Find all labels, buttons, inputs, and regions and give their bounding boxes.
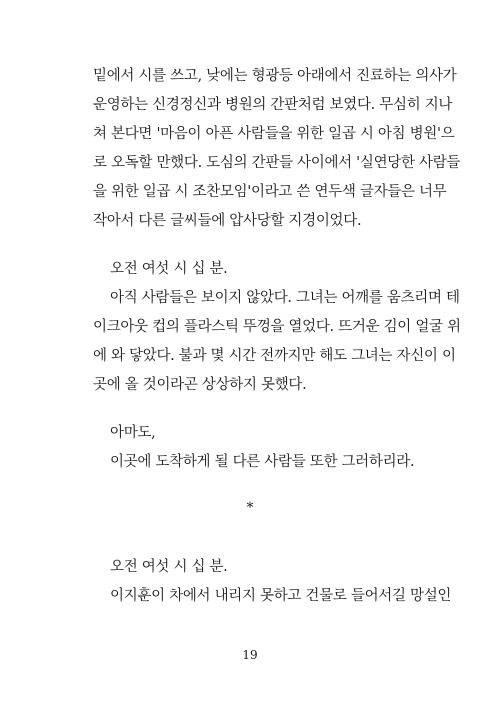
para1-line-2: 운영하는 신경정신과 병원의 간판처럼 보였다. 무심히 지나 xyxy=(93,97,453,113)
para1-line-5: 을 위한 일곱 시 조찬모임'이라고 쓴 연두색 글자들은 너무 xyxy=(93,184,447,200)
para1-line-6: 작아서 다른 글씨들에 압사당할 지경이었다. xyxy=(93,213,362,229)
para1-line-3: 쳐 본다면 '마음이 아픈 사람들을 위한 일곱 시 아침 병원'으 xyxy=(93,126,455,142)
para6-time: 오전 여섯 시 십 분. xyxy=(110,559,228,575)
para4-line: 아마도, xyxy=(110,425,156,441)
para7-line: 이지훈이 차에서 내리지 못하고 건물로 들어서길 망설인 xyxy=(110,588,452,604)
para2-time: 오전 여섯 시 십 분. xyxy=(110,261,228,277)
para3-line-3: 에 와 닿았다. 불과 몇 시간 전까지만 해도 그녀는 자신이 이 xyxy=(93,348,456,364)
para3-line-4: 곳에 올 것이라곤 상상하지 못했다. xyxy=(93,377,307,393)
para5-line: 이곳에 도착하게 될 다른 사람들 또한 그러하리라. xyxy=(110,454,415,470)
para1-line-1: 밑에서 시를 쓰고, 낮에는 형광등 아래에서 진료하는 의사가 xyxy=(93,68,457,84)
para3-line-2: 이크아웃 컵의 플라스틱 뚜껑을 열었다. 뜨거운 김이 얼굴 위 xyxy=(93,319,461,335)
para3-line-1: 아직 사람들은 보이지 않았다. 그녀는 어깨를 움츠리며 테 xyxy=(110,290,460,306)
page-number: 19 xyxy=(242,648,258,662)
para1-line-4: 로 오독할 만했다. 도심의 간판들 사이에서 '실연당한 사람들 xyxy=(93,155,461,171)
section-separator: * xyxy=(246,500,254,516)
